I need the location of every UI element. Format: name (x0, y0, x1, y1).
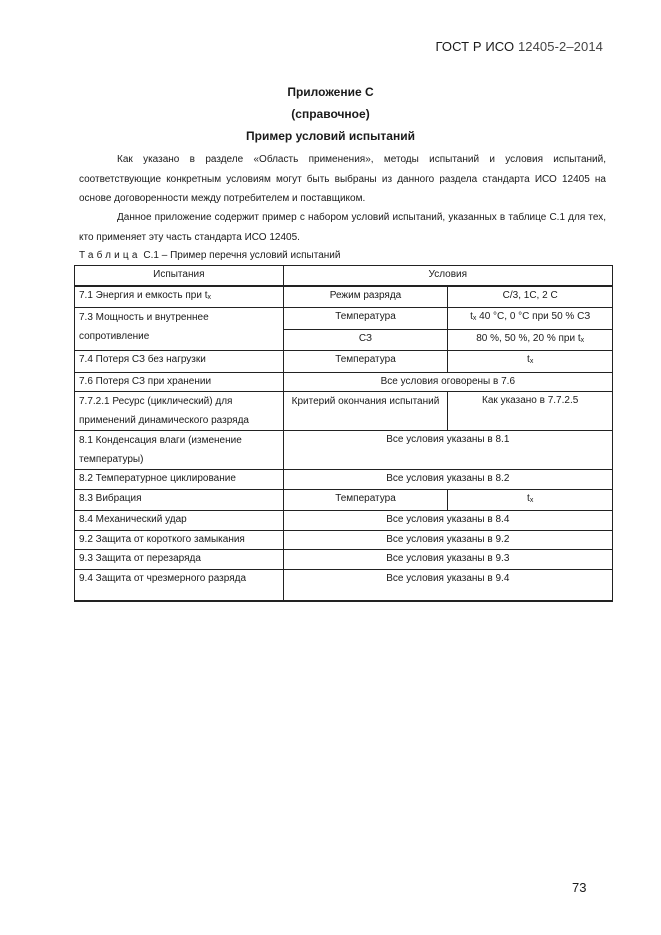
conditions-cell: Все условия указаны в 9.4 (283, 569, 612, 601)
test-cell (75, 286, 284, 308)
appendix-subtitle: (справочное) (291, 107, 370, 121)
subscript: x (580, 336, 585, 344)
subscript: x (207, 293, 211, 301)
table-row (75, 470, 613, 490)
value-cell: С/3, 1С, 2 С (448, 286, 613, 308)
value-cell (448, 351, 613, 373)
param-cell: Критерий окончания испытаний (283, 392, 448, 431)
test-cell: 7.6 Потеря СЗ при хранении (75, 372, 284, 392)
paragraph-1: Как указано в разделе «Область применения», методы испытаний и условия испытаний, соответствующие конкретным условиям могут быть выбраны из данного раздела стандарта ИСО 12405 на основе договоренности между потребителем и поставщиком. (79, 154, 606, 204)
test-cell: 7.4 Потеря СЗ без нагрузки (75, 351, 284, 373)
value-cell (448, 329, 613, 351)
table-row (75, 351, 613, 373)
param-cell: Температура (283, 351, 448, 373)
conditions-cell: Все условия указаны в 8.1 (283, 431, 612, 470)
test-cell: 8.2 Температурное циклирование (75, 470, 284, 490)
table-row (75, 550, 613, 570)
table-row (75, 308, 613, 330)
test-cell: 9.4 Защита от чрезмерного разряда (75, 569, 284, 601)
test-cell: 9.2 Защита от короткого замыкания (75, 530, 284, 550)
value-text: t (527, 492, 530, 504)
conditions-cell: Все условия указаны в 8.4 (283, 511, 612, 531)
test-cell: 7.7.2.1 Ресурс (циклический) для применений динамического разряда (75, 392, 284, 431)
standard-number: 12405-2–2014 (517, 39, 603, 54)
test-cell: 8.4 Механический удар (75, 511, 284, 531)
test-cell: 8.3 Вибрация (75, 489, 284, 511)
test-text: 7.1 Энергия и емкость при t (79, 289, 208, 301)
document-header (435, 39, 603, 54)
table-row (75, 569, 613, 601)
test-conditions-table (74, 265, 613, 602)
param-cell: Режим разряда (283, 286, 448, 308)
value-cell (448, 489, 613, 511)
appendix-heading: Пример условий испытаний (246, 129, 415, 143)
paragraph-2: Данное приложение содержит пример с набором условий испытаний, указанных в таблице С.1 для тех, кто применяет эту часть стандарта ИСО 12405. (79, 212, 606, 243)
test-cell: 8.1 Конденсация влаги (изменение температуры) (75, 431, 284, 470)
table-row (75, 392, 613, 431)
table-header-row (75, 266, 613, 286)
table-caption-text: С.1 – Пример перечня условий испытаний (140, 250, 341, 261)
value-text: 40 °С, 0 °С при 50 % СЗ (479, 311, 591, 322)
table-row (75, 372, 613, 392)
test-cell: 9.3 Защита от перезаряда (75, 550, 284, 570)
conditions-cell: Все условия указаны в 9.3 (283, 550, 612, 570)
table-caption-word: Таблица (79, 250, 141, 261)
value-text: t (527, 354, 530, 365)
page-number: 73 (572, 880, 587, 895)
header-conditions: Условия (283, 266, 612, 286)
conditions-cell: Все условия оговорены в 7.6 (283, 372, 612, 392)
table-row (75, 489, 613, 511)
test-cell: 7.3 Мощность и внутреннее сопротивление (75, 308, 284, 351)
subscript: x (472, 315, 477, 322)
conditions-cell: Все условия указаны в 8.2 (283, 470, 612, 490)
value-cell: Как указано в 7.7.2.5 (448, 392, 613, 431)
param-cell: СЗ (283, 329, 448, 351)
param-cell: Температура (283, 489, 448, 511)
header-tests: Испытания (75, 266, 284, 286)
param-cell: Температура (283, 308, 448, 330)
subscript: x (529, 496, 534, 504)
subscript: x (529, 358, 534, 365)
value-cell (448, 308, 613, 330)
standard-prefix: ГОСТ Р ИСО (435, 39, 518, 54)
conditions-cell: Все условия указаны в 9.2 (283, 530, 612, 550)
table-row (75, 511, 613, 531)
table-row (75, 286, 613, 308)
value-text: t (470, 311, 473, 322)
value-text: 80 %, 50 %, 20 % при t (476, 332, 581, 344)
table-row (75, 530, 613, 550)
table-row (75, 431, 613, 470)
appendix-title: Приложение С (287, 85, 374, 99)
table-caption (79, 250, 340, 261)
